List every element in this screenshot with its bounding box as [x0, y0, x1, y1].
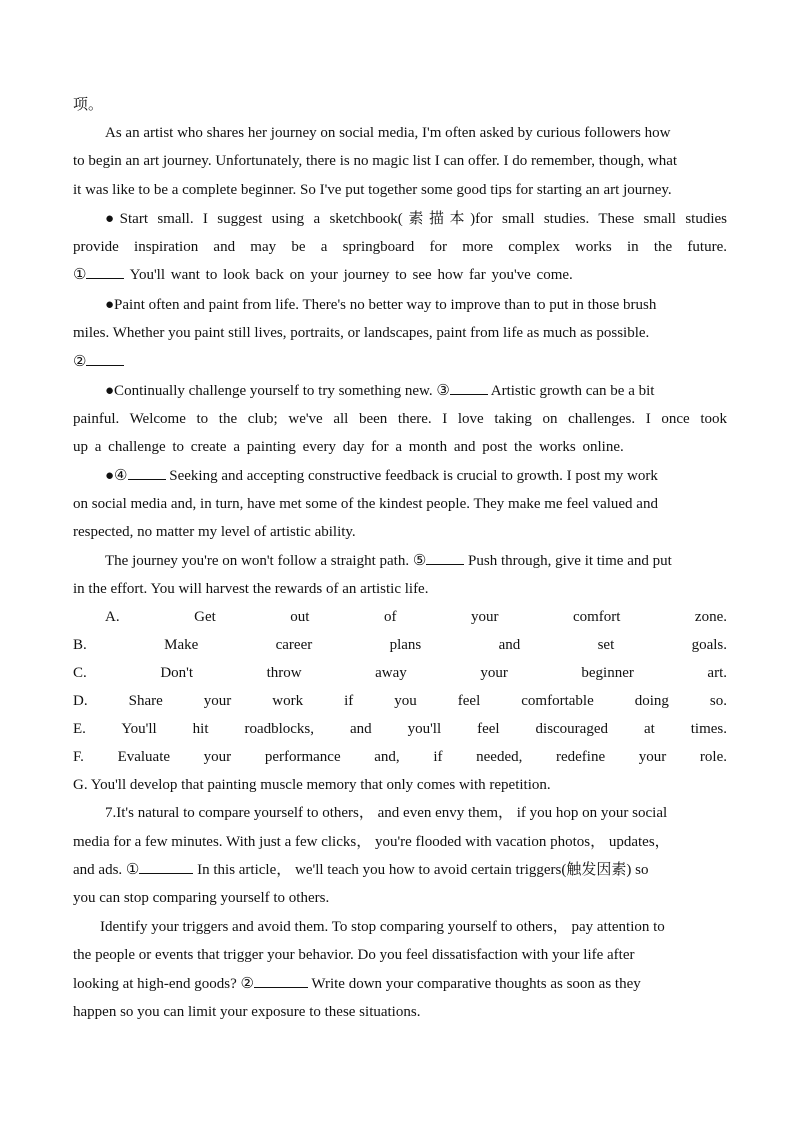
text-line: to begin an art journey. Unfortunately, there is no magic list I can offer. I do remember, though, what	[73, 153, 678, 169]
option-label: C.	[73, 665, 87, 681]
option-a	[105, 603, 727, 631]
text-line: ●Start small. I suggest using a sketchbook(素描本)for small studies. These small studies	[105, 211, 727, 227]
text-line	[105, 377, 727, 405]
option-text: Don't throw away your beginner art.	[160, 665, 727, 681]
question-number: ②	[73, 354, 87, 370]
text-span: You'll want to look back on your journey to see how far you've come.	[124, 267, 573, 283]
text-span: looking at high-end goods? ②	[73, 976, 254, 992]
option-text: Share your work if you feel comfortable doing so.	[128, 693, 727, 709]
option-text: Get out of your comfort zone.	[194, 609, 727, 625]
text-span: Artistic growth can be a bit	[487, 383, 655, 399]
text-line: ●Paint often and paint from life. There's no better way to improve than to put in those brush	[105, 297, 657, 313]
text-line: 项。	[73, 97, 104, 113]
answer-blank-7-1[interactable]	[139, 858, 193, 874]
text-line	[73, 970, 727, 998]
text-line: provide inspiration and may be a springboard for more complex works in the future.	[73, 239, 727, 255]
text-line: happen so you can limit your exposure to these situations.	[73, 1004, 421, 1020]
text-span: Seeking and accepting constructive feedback is crucial to growth. I post my work	[165, 468, 658, 484]
option-label: A.	[105, 609, 120, 625]
text-line: on social media and, in turn, have met some of the kindest people. They make me feel valued and	[73, 496, 658, 512]
option-f	[73, 743, 727, 771]
option-label: E.	[73, 721, 86, 737]
text-span: ●Continually challenge yourself to try something new. ③	[105, 383, 450, 399]
text-line: miles. Whether you paint still lives, portraits, or landscapes, paint from life as much as possible.	[73, 325, 650, 341]
text-span: ●④	[105, 468, 128, 484]
answer-blank-1[interactable]	[86, 263, 124, 279]
option-g: G. You'll develop that painting muscle memory that only comes with repetition.	[73, 777, 551, 793]
text-line	[73, 348, 727, 376]
option-text: Make career plans and set goals.	[164, 637, 727, 653]
text-span: Push through, give it time and put	[464, 553, 672, 569]
option-d	[73, 687, 727, 715]
text-line: respected, no matter my level of artistic ability.	[73, 524, 356, 540]
option-text: You'll hit roadblocks, and you'll feel discouraged at times.	[121, 721, 727, 737]
option-text: Evaluate your performance and, if needed, redefine your role.	[117, 749, 727, 765]
option-c	[73, 659, 727, 687]
text-line	[73, 856, 727, 884]
text-span: In this article， we'll teach you how to avoid certain triggers(触发因素) so	[193, 862, 649, 878]
answer-blank-3[interactable]	[450, 379, 488, 395]
answer-blank-7-2[interactable]	[254, 972, 308, 988]
text-line: Identify your triggers and avoid them. To stop comparing yourself to others， pay attention to	[100, 919, 665, 935]
text-line: up a challenge to create a painting every day for a month and post the works online.	[73, 439, 624, 455]
text-line: you can stop comparing yourself to others.	[73, 890, 330, 906]
text-line	[105, 547, 727, 575]
text-span: Write down your comparative thoughts as soon as they	[307, 976, 641, 992]
text-line: As an artist who shares her journey on social media, I'm often asked by curious followers how	[105, 125, 671, 141]
text-line	[73, 261, 727, 289]
answer-blank-2[interactable]	[86, 350, 124, 366]
option-b	[73, 631, 727, 659]
text-line: painful. Welcome to the club; we've all been there. I love taking on challenges. I once took	[73, 411, 727, 427]
text-line: media for a few minutes. With just a few clicks， you're flooded with vacation photos， updates，	[73, 834, 670, 850]
option-label: F.	[73, 749, 84, 765]
answer-blank-4[interactable]	[128, 464, 166, 480]
option-label: B.	[73, 637, 87, 653]
answer-blank-5[interactable]	[426, 549, 464, 565]
text-line	[105, 462, 727, 490]
option-label: D.	[73, 693, 88, 709]
text-line: the people or events that trigger your behavior. Do you feel dissatisfaction with your life after	[73, 947, 635, 963]
question-number: ①	[73, 267, 87, 283]
option-e	[73, 715, 727, 743]
text-span: The journey you're on won't follow a straight path. ⑤	[105, 553, 427, 569]
text-span: and ads. ①	[73, 862, 140, 878]
text-line: 7.It's natural to compare yourself to others， and even envy them， if you hop on your social	[105, 805, 668, 821]
text-line: in the effort. You will harvest the rewards of an artistic life.	[73, 581, 429, 597]
text-line: it was like to be a complete beginner. So I've put together some good tips for starting an art journey.	[73, 182, 672, 198]
